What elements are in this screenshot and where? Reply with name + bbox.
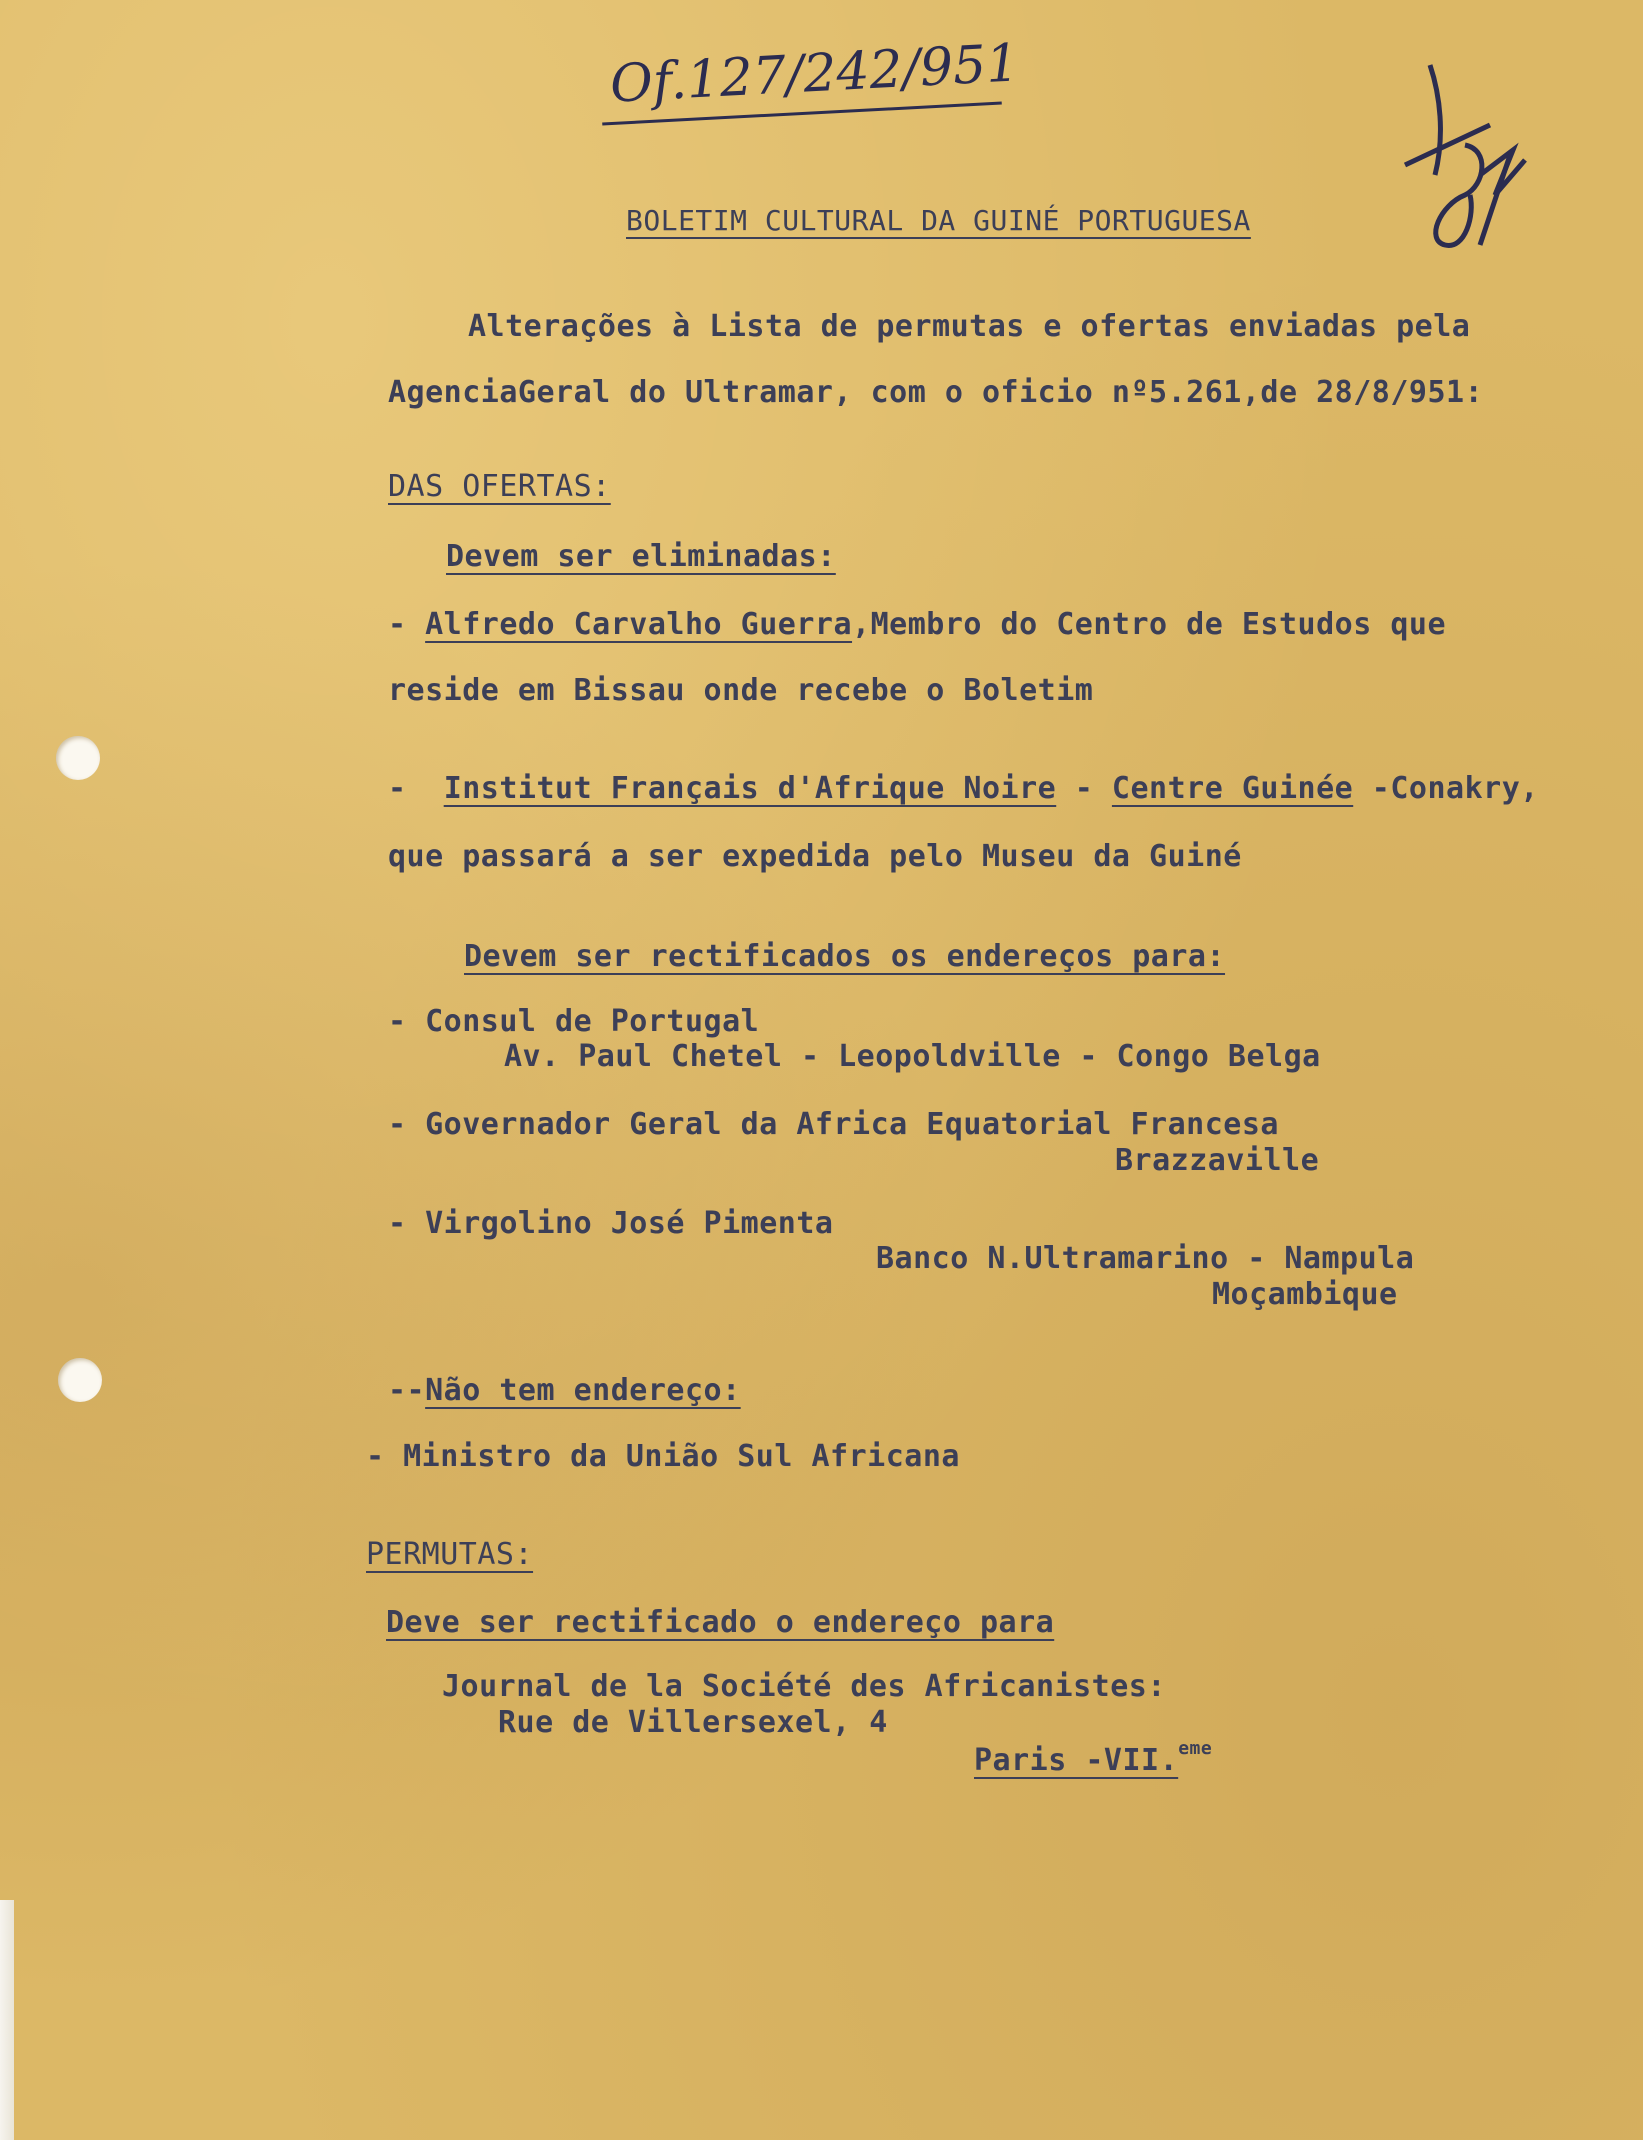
no-address-item: - Ministro da União Sul Africana	[366, 1439, 960, 1474]
address-3-line-3: Moçambique	[1212, 1277, 1398, 1312]
torn-edge	[0, 1900, 14, 2140]
address-3-line-1: - Virgolino José Pimenta	[388, 1206, 834, 1241]
address-1-line-2: Av. Paul Chetel - Leopoldville - Congo Belga	[504, 1039, 1321, 1074]
punch-hole-bottom	[58, 1358, 102, 1402]
no-address-heading: --Não tem endereço:	[388, 1373, 741, 1408]
journal-line-2: Rue de Villersexel, 4	[498, 1705, 888, 1740]
eliminate-item-1: - Alfredo Carvalho Guerra,Membro do Centro de Estudos que	[388, 607, 1447, 642]
address-3-line-2: Banco N.Ultramarino - Nampula	[876, 1241, 1415, 1276]
journal-city: Paris -VII.$^{eme}$	[974, 1738, 1213, 1778]
initials-mark	[1395, 55, 1535, 255]
eliminate-item-2: - Institut Français d'Afrique Noire - Centre Guinée -Conakry,	[388, 771, 1539, 806]
intro-line-2: AgenciaGeral do Ultramar, com o oficio nº5.261,de 28/8/951:	[388, 375, 1484, 410]
journal-line-1: Journal de la Société des Africanistes:	[442, 1669, 1166, 1704]
document-title: BOLETIM CULTURAL DA GUINÉ PORTUGUESA	[626, 204, 1251, 237]
address-1-line-1: - Consul de Portugal	[388, 1004, 760, 1039]
eliminate-item-1-line-2: reside em Bissau onde recebe o Boletim	[388, 673, 1094, 708]
intro-line-1: Alterações à Lista de permutas e ofertas enviadas pela	[468, 309, 1471, 344]
permutas-rectify-heading: Deve ser rectificado o endereço para	[386, 1605, 1055, 1640]
eliminate-heading: Devem ser eliminadas:	[446, 539, 836, 574]
punch-hole-top	[56, 736, 100, 780]
rectify-heading: Devem ser rectificados os endereços para:	[464, 939, 1226, 974]
ofertas-heading: DAS OFERTAS:	[388, 469, 611, 504]
permutas-heading: PERMUTAS:	[366, 1537, 534, 1572]
address-2-line-1: - Governador Geral da Africa Equatorial Francesa	[388, 1107, 1279, 1142]
eliminate-item-2-line-2: que passará a ser expedida pelo Museu da Guiné	[388, 839, 1242, 874]
handwritten-reference: Of.127/242/951	[608, 33, 1021, 115]
address-2-line-2: Brazzaville	[1115, 1143, 1320, 1178]
